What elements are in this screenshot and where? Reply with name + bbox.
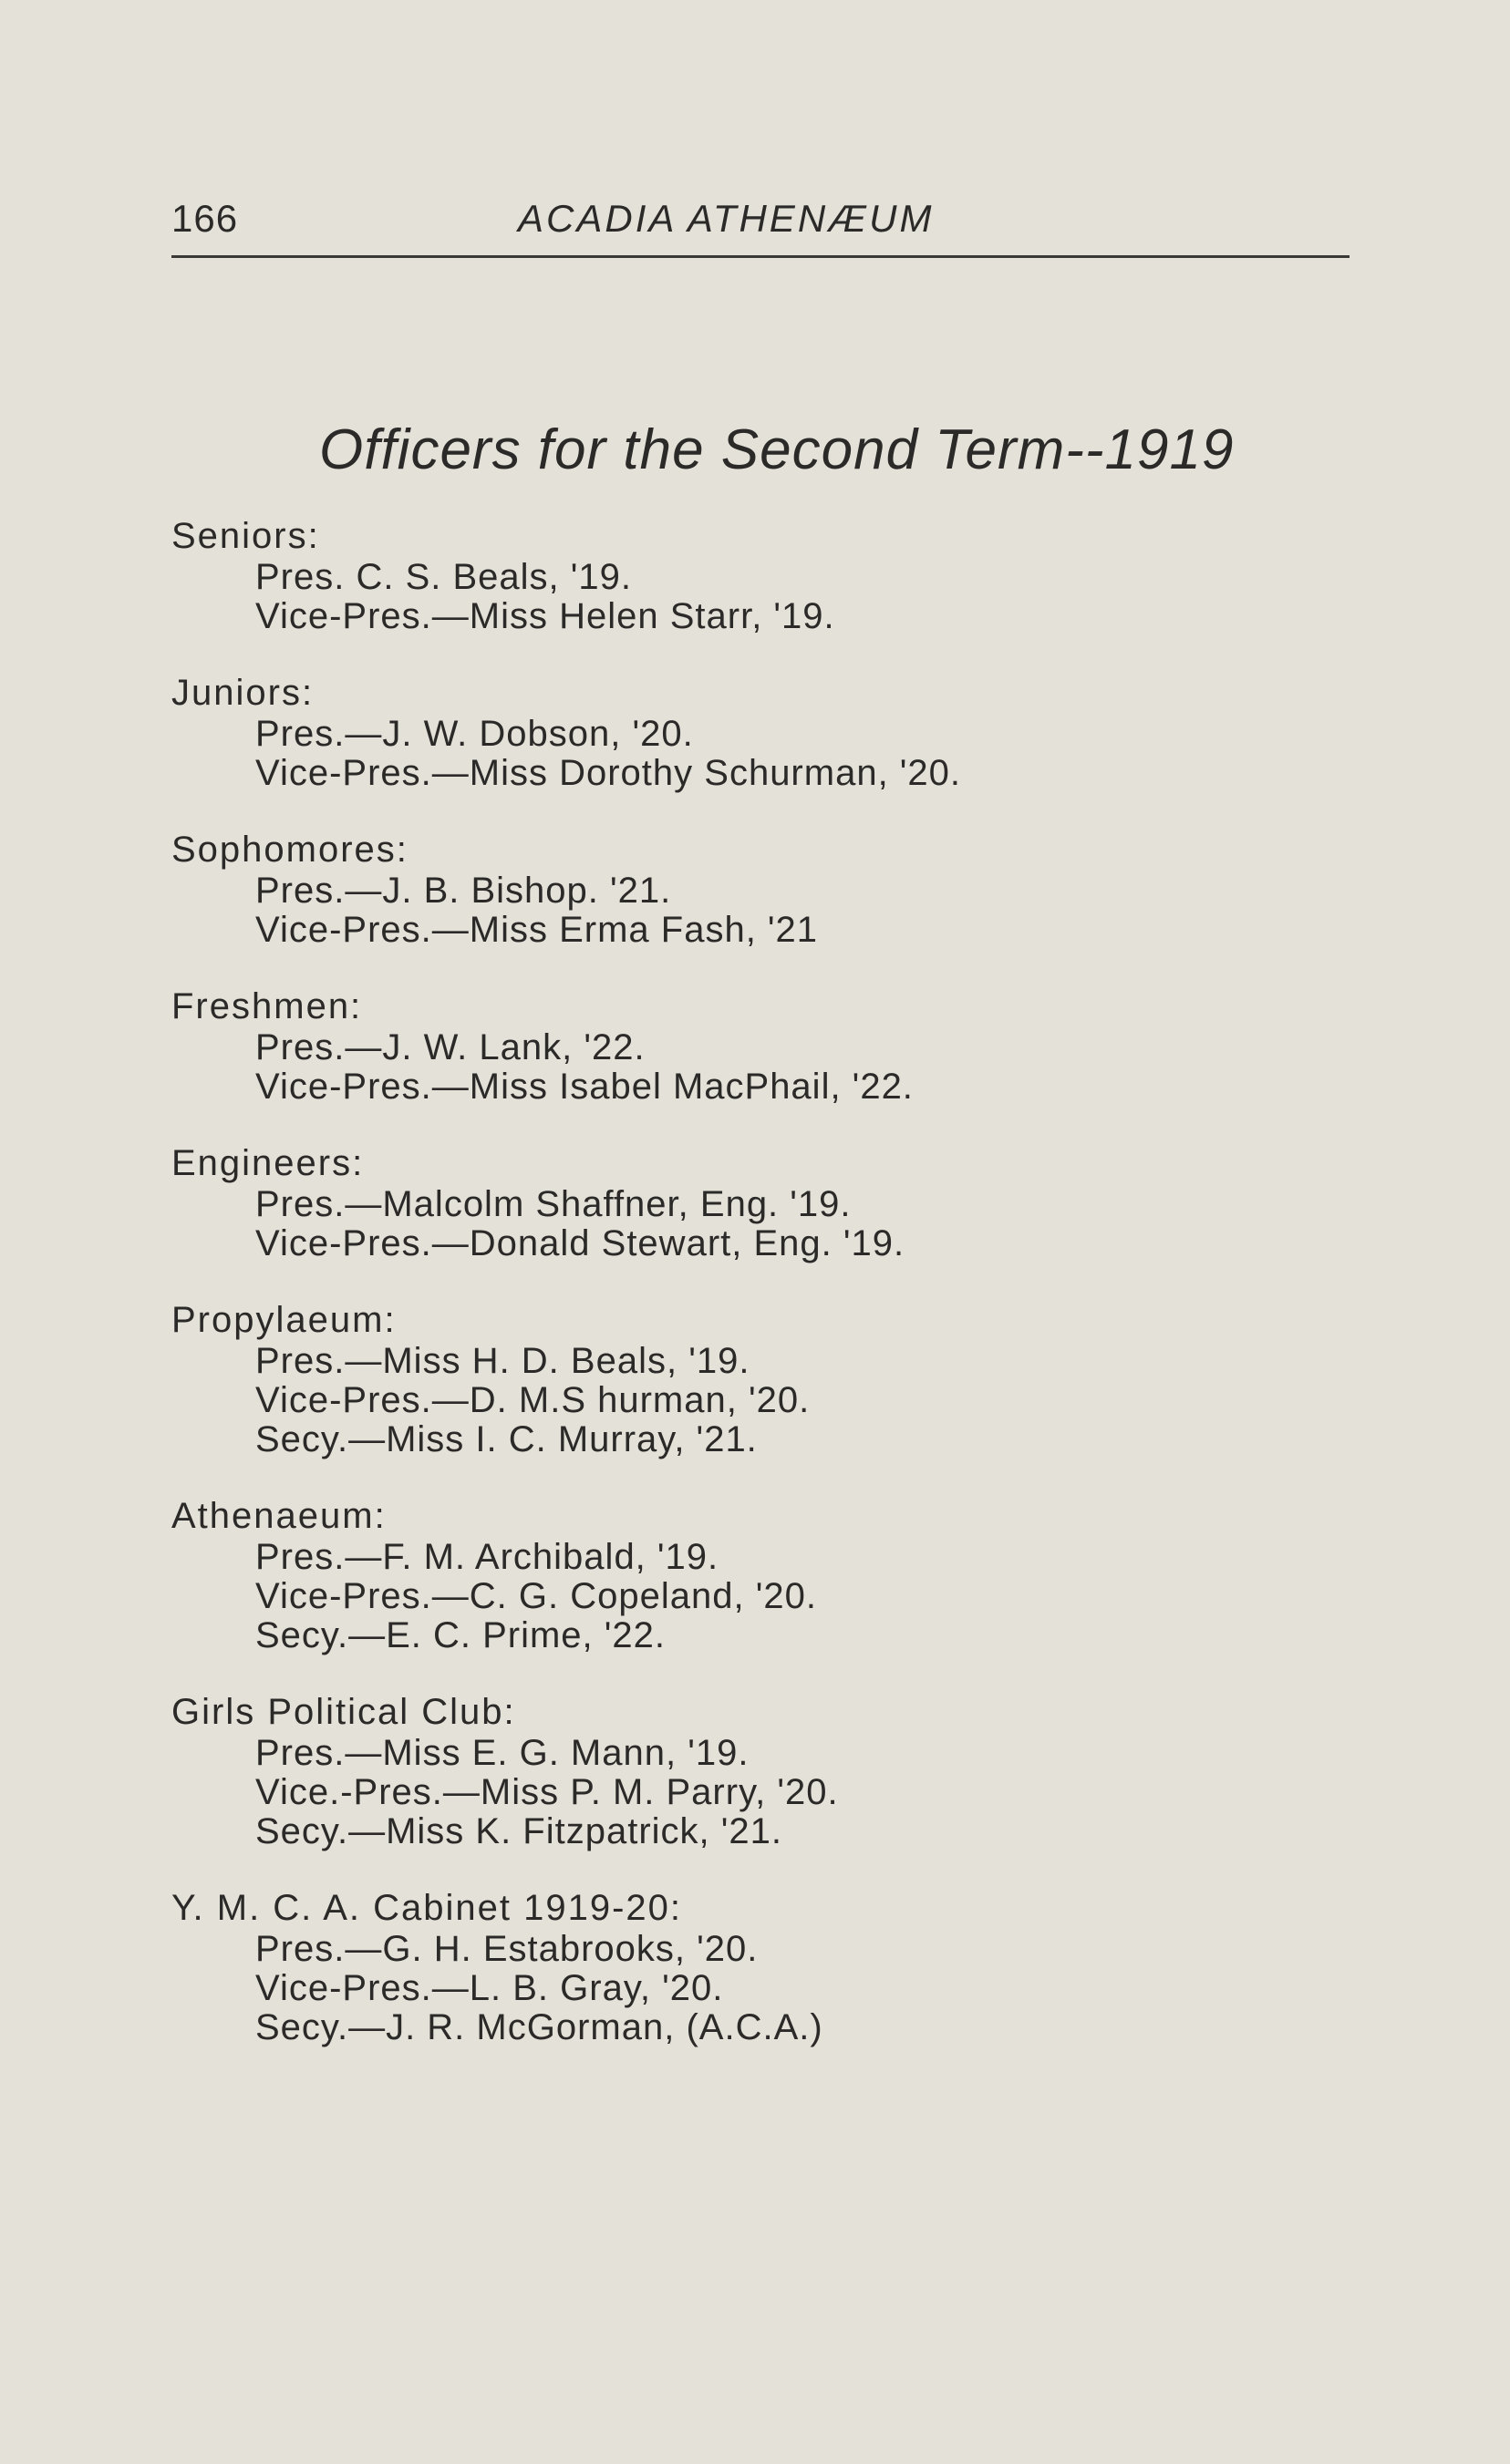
officer-section xyxy=(171,1496,1320,1655)
officer-entry: Vice.-Pres.—Miss P. M. Parry, '20. xyxy=(255,1772,839,1812)
section-heading: Seniors: xyxy=(171,516,320,556)
officer-entry: Pres.—G. H. Estabrooks, '20. xyxy=(255,1929,759,1969)
article-title: Officers for the Second Term--1919 xyxy=(319,418,1235,481)
officer-section xyxy=(171,1143,1320,1263)
officer-section xyxy=(171,830,1320,950)
officer-entry: Pres.—Miss H. D. Beals, '19. xyxy=(255,1341,750,1381)
section-heading: Freshmen: xyxy=(171,986,363,1026)
section-heading: Engineers: xyxy=(171,1143,365,1183)
officer-section xyxy=(171,1300,1320,1459)
officer-entry: Vice-Pres.—Miss Erma Fash, '21 xyxy=(255,910,819,950)
officer-entry: Vice-Pres.—Donald Stewart, Eng. '19. xyxy=(255,1223,905,1263)
section-heading: Juniors: xyxy=(171,673,315,713)
officer-entry: Pres.—J. B. Bishop. '21. xyxy=(255,871,672,911)
officer-section xyxy=(171,1888,1320,2047)
officer-section xyxy=(171,986,1320,1107)
officer-entry: Secy.—Miss I. C. Murray, '21. xyxy=(255,1419,758,1459)
section-heading: Sophomores: xyxy=(171,830,409,870)
officer-entry: Secy.—Miss K. Fitzpatrick, '21. xyxy=(255,1811,783,1851)
officer-entry: Secy.—J. R. McGorman, (A.C.A.) xyxy=(255,2007,823,2047)
officer-entry: Pres.—F. M. Archibald, '19. xyxy=(255,1537,719,1577)
running-header xyxy=(171,193,1350,258)
officer-sections xyxy=(171,516,1320,2084)
officer-entry: Vice-Pres.—Miss Helen Starr, '19. xyxy=(255,596,835,636)
officer-entry: Vice-Pres.—D. M.S hurman, '20. xyxy=(255,1380,811,1420)
section-heading: Athenaeum: xyxy=(171,1496,387,1536)
page-number: 166 xyxy=(171,197,239,240)
journal-title: ACADIA ATHENÆUM xyxy=(518,197,935,240)
officer-entry: Pres.—Malcolm Shaffner, Eng. '19. xyxy=(255,1184,852,1224)
officer-entry: Pres. C. S. Beals, '19. xyxy=(255,557,633,597)
officer-entry: Pres.—J. W. Lank, '22. xyxy=(255,1027,646,1067)
officer-section xyxy=(171,1692,1320,1851)
officer-entry: Vice-Pres.—C. G. Copeland, '20. xyxy=(255,1576,817,1616)
officer-entry: Vice-Pres.—Miss Dorothy Schurman, '20. xyxy=(255,753,962,793)
section-heading: Girls Political Club: xyxy=(171,1692,516,1732)
officer-entry: Pres.—J. W. Dobson, '20. xyxy=(255,714,694,754)
officer-entry: Pres.—Miss E. G. Mann, '19. xyxy=(255,1733,750,1773)
section-heading: Propylaeum: xyxy=(171,1300,397,1340)
officer-entry: Secy.—E. C. Prime, '22. xyxy=(255,1615,667,1655)
officer-section xyxy=(171,673,1320,793)
section-heading: Y. M. C. A. Cabinet 1919-20: xyxy=(171,1888,683,1928)
officer-entry: Vice-Pres.—L. B. Gray, '20. xyxy=(255,1968,724,2008)
officer-section xyxy=(171,516,1320,636)
officer-entry: Vice-Pres.—Miss Isabel MacPhail, '22. xyxy=(255,1067,914,1107)
